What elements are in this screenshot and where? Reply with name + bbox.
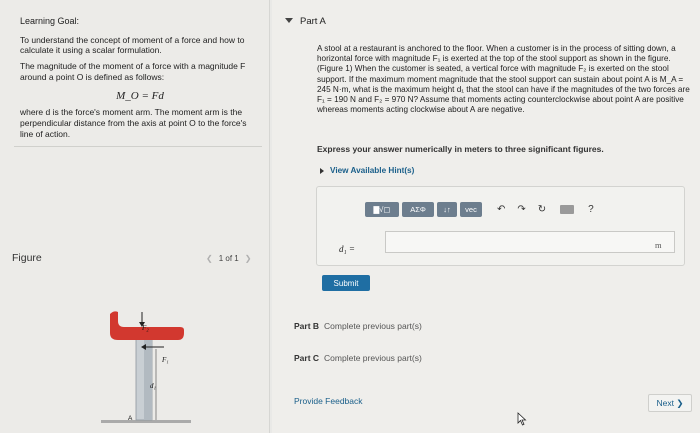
part-b-label: Part B <box>294 321 320 331</box>
greek-symbols-button[interactable]: ΑΣΦ <box>402 202 434 217</box>
part-a-header[interactable] <box>300 16 326 27</box>
force-f1-label: F₁ <box>162 356 169 364</box>
view-hints-link[interactable] <box>320 166 414 175</box>
left-panel <box>0 0 270 433</box>
right-panel <box>272 0 700 433</box>
next-button[interactable]: Next ❯ <box>648 394 692 412</box>
part-b-row[interactable] <box>294 321 422 331</box>
next-figure-icon[interactable]: ❯ <box>244 254 252 263</box>
learning-goal-title: Learning Goal: <box>20 16 80 26</box>
keyboard-icon[interactable] <box>560 205 574 214</box>
answer-label: d₁ = <box>339 244 355 254</box>
problem-statement: A stool at a restaurant is anchored to the floor. When a customer is in the process of sitting down, a horizontal force with magnitude F₁ is exerted at the top of the stool support as shown in the figure. (Figure 1) When the customer is seated, a vertical force with magnitude F₂ is exerted on the stool support. If the maximum moment magnitude that the stool support can sustain about point A is M_A = 245 N·m, what is the maximum height d₁ that the stool can have if the magnitudes of the two forces are F₁ = 190 N and F₂ = 970 N? Assume that moments acting counterclockwise about point A are positive whereas moments acting clockwise about A are negative. <box>317 44 690 115</box>
figure-pager <box>200 254 257 263</box>
answer-unit: m <box>655 240 662 250</box>
point-a-label: A <box>128 415 133 422</box>
part-a-title: Part A <box>300 16 326 27</box>
goal-divider <box>14 146 262 147</box>
answer-instruction: Express your answer numerically in meters to three significant figures. <box>317 144 604 154</box>
figure-pager-text: 1 of 1 <box>218 254 239 263</box>
stool-floor <box>101 420 191 423</box>
force-f2-label: F₂ <box>142 324 149 332</box>
moment-formula: M_O = Fd <box>116 90 164 103</box>
part-c-label: Part C <box>294 353 320 363</box>
d1-label: d₁ <box>150 382 156 390</box>
part-b-status: Complete previous part(s) <box>324 321 422 331</box>
part-c-row[interactable] <box>294 353 422 363</box>
figure-header <box>0 250 270 268</box>
mouse-cursor-icon <box>517 412 527 426</box>
prev-figure-icon[interactable]: ❮ <box>206 254 213 263</box>
redo-icon[interactable]: ↷ <box>517 203 526 215</box>
stool-figure <box>96 292 196 427</box>
collapse-triangle-icon[interactable] <box>285 18 293 23</box>
reset-icon[interactable]: ↻ <box>537 203 547 215</box>
figure-label: Figure <box>12 252 42 264</box>
learning-goal-explanation: where d is the force's moment arm. The moment arm is the perpendicular distance from the axis at point O to the force's line of action. <box>20 107 247 139</box>
submit-button[interactable]: Submit <box>322 275 370 291</box>
answer-area <box>316 186 685 266</box>
vec-button[interactable]: vec <box>460 202 482 217</box>
learning-goal <box>20 16 260 145</box>
learning-goal-intro: To understand the concept of moment of a force and how to calculate it using a scalar formulation. <box>20 34 245 56</box>
templates-button[interactable]: ▇√▢ <box>365 202 399 217</box>
undo-icon[interactable]: ↶ <box>497 203 506 215</box>
help-icon[interactable]: ? <box>588 203 594 215</box>
view-hints-label: View Available Hint(s) <box>330 166 415 175</box>
part-c-status: Complete previous part(s) <box>324 353 422 363</box>
provide-feedback-link[interactable]: Provide Feedback <box>294 396 363 406</box>
math-toolbar <box>365 201 594 217</box>
learning-goal-definition: The magnitude of the moment of a force with a magnitude F around a point O is defined as follows: <box>20 61 246 83</box>
expand-triangle-icon <box>320 168 324 174</box>
arrows-button[interactable]: ↓↑ <box>437 202 457 217</box>
answer-input[interactable] <box>385 231 675 253</box>
